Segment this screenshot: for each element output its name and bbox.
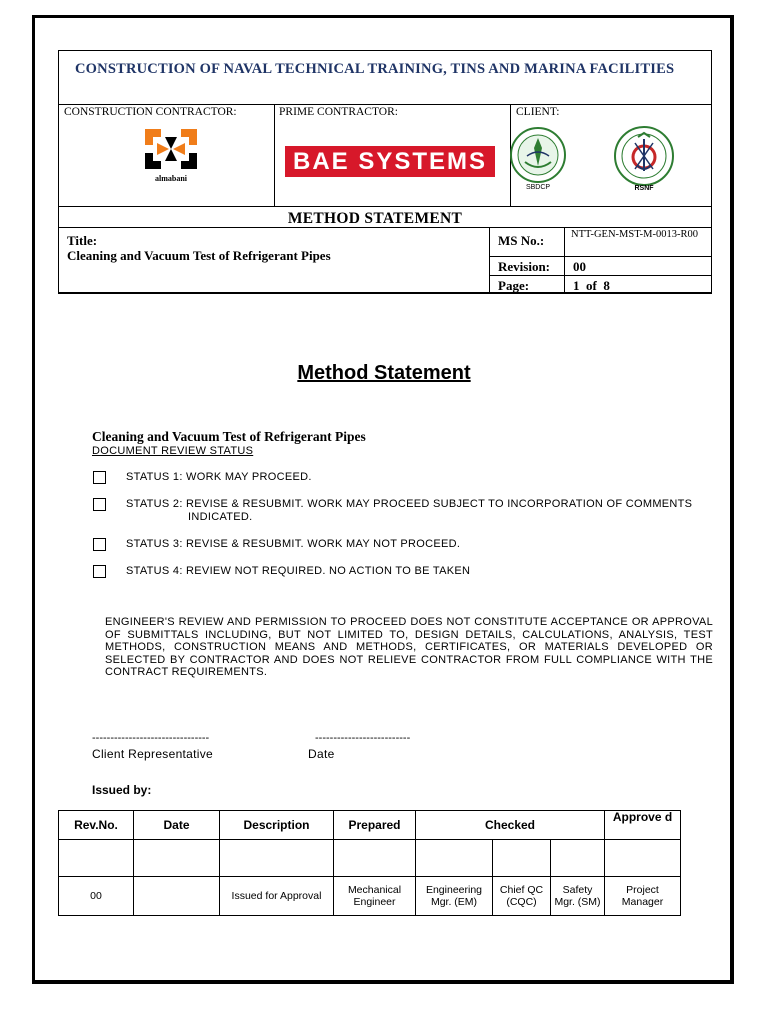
review-status-heading: DOCUMENT REVIEW STATUS [92,445,254,457]
date-signature-line: -------------------------- [315,732,411,744]
table-header-row [59,811,681,840]
client-representative-label: Client Representative [92,747,214,761]
header-date: Date [134,811,220,840]
issued-by-label: Issued by: [92,783,152,797]
status-4-label: STATUS 4: REVIEW NOT REQUIRED. NO ACTION TO BE TAKEN [126,565,471,577]
header-prepared: Prepared [334,811,416,840]
header-rev-no: Rev.No. [59,811,134,840]
date-label: Date [308,747,335,761]
ms-no-label: MS No.: [498,233,545,248]
status-2-label-continued: INDICATED. [188,511,253,523]
client-signature-line: -------------------------------- [92,732,210,744]
almabani-logo-text: almabani [154,174,187,183]
main-title: Method Statement [297,362,471,384]
status-3-checkbox[interactable] [93,538,106,551]
status-1-checkbox[interactable] [93,471,106,484]
document-title: Cleaning and Vacuum Test of Refrigerant Pipes [67,248,331,263]
header-approved: Approve d [605,811,681,840]
title-label: Title: [67,233,98,248]
client-label: CLIENT: [516,106,560,118]
ms-no-value: NTT-GEN-MST-M-0013-R00 [571,229,698,240]
disclaimer-text: ENGINEER'S REVIEW AND PERMISSION TO PROCEED DOES NOT CONSTITUTE ACCEPTANCE OR APPROVAL OF SUBMITTALS INCLUDING, BUT NOT LIMITED TO, DESIGN DETAILS, CALCULATIONS, ANALYSIS, TEST METHODS, CONSTRUCTION MEANS AND METHODS, CERTIFICATES, OR MATERIALS DEVELOPED OR SELECTED BY CONTRACTOR AND DOES NOT RELIEVE CONTRACTOR FROM FULL COMPLIANCE WITH THE CONTRACT REQUIREMENTS. [105,616,713,678]
cell-prepared: Mechanical Engineer [334,877,416,916]
revision-label: Revision: [498,259,550,274]
header-divider [564,227,565,293]
issue-table [58,810,681,916]
header-description: Description [220,811,334,840]
cell-checked-em: Engineering Mgr. (EM) [416,877,493,916]
status-4-checkbox[interactable] [93,565,106,578]
status-3-label: STATUS 3: REVISE & RESUBMIT. WORK MAY NOT PROCEED. [126,538,461,550]
header-divider [59,292,711,293]
sbdcp-caption: SBDCP [525,184,551,191]
rsnf-logo-icon [613,125,675,193]
sub-title: Cleaning and Vacuum Test of Refrigerant Pipes [92,429,366,444]
header-divider [489,275,711,276]
cell-rev-no: 00 [59,877,134,916]
prime-contractor-label: PRIME CONTRACTOR: [279,106,398,118]
sbdcp-logo-icon [509,126,567,191]
project-title: CONSTRUCTION OF NAVAL TECHNICAL TRAINING, TINS AND MARINA FACILITIES [75,61,675,77]
rsnf-caption: RSNF [634,185,654,192]
status-1-label: STATUS 1: WORK MAY PROCEED. [126,471,312,483]
revision-value: 00 [573,259,586,274]
page-value: 1 of 8 [573,278,610,293]
cell-description: Issued for Approval [220,877,334,916]
cell-date [134,877,220,916]
header-checked: Checked [416,811,605,840]
cell-checked-sm: Safety Mgr. (SM) [551,877,605,916]
cell-checked-cqc: Chief QC (CQC) [493,877,551,916]
method-statement-header: METHOD STATEMENT [287,210,463,227]
header-divider [489,227,490,293]
table-row [59,877,681,916]
header-divider [59,206,711,207]
status-2-checkbox[interactable] [93,498,106,511]
cell-approved: Project Manager [605,877,681,916]
status-2-label: STATUS 2: REVISE & RESUBMIT. WORK MAY PROCEED SUBJECT TO INCORPORATION OF COMMENTS [126,498,693,510]
header-divider [489,256,711,257]
page-label: Page: [498,278,530,293]
bae-systems-logo: BAE SYSTEMS [285,146,495,177]
document-header [58,50,712,294]
header-divider [274,104,275,207]
construction-contractor-label: CONSTRUCTION CONTRACTOR: [64,106,237,118]
header-divider [59,104,711,105]
table-row [59,840,681,877]
almabani-logo-icon [145,129,197,183]
